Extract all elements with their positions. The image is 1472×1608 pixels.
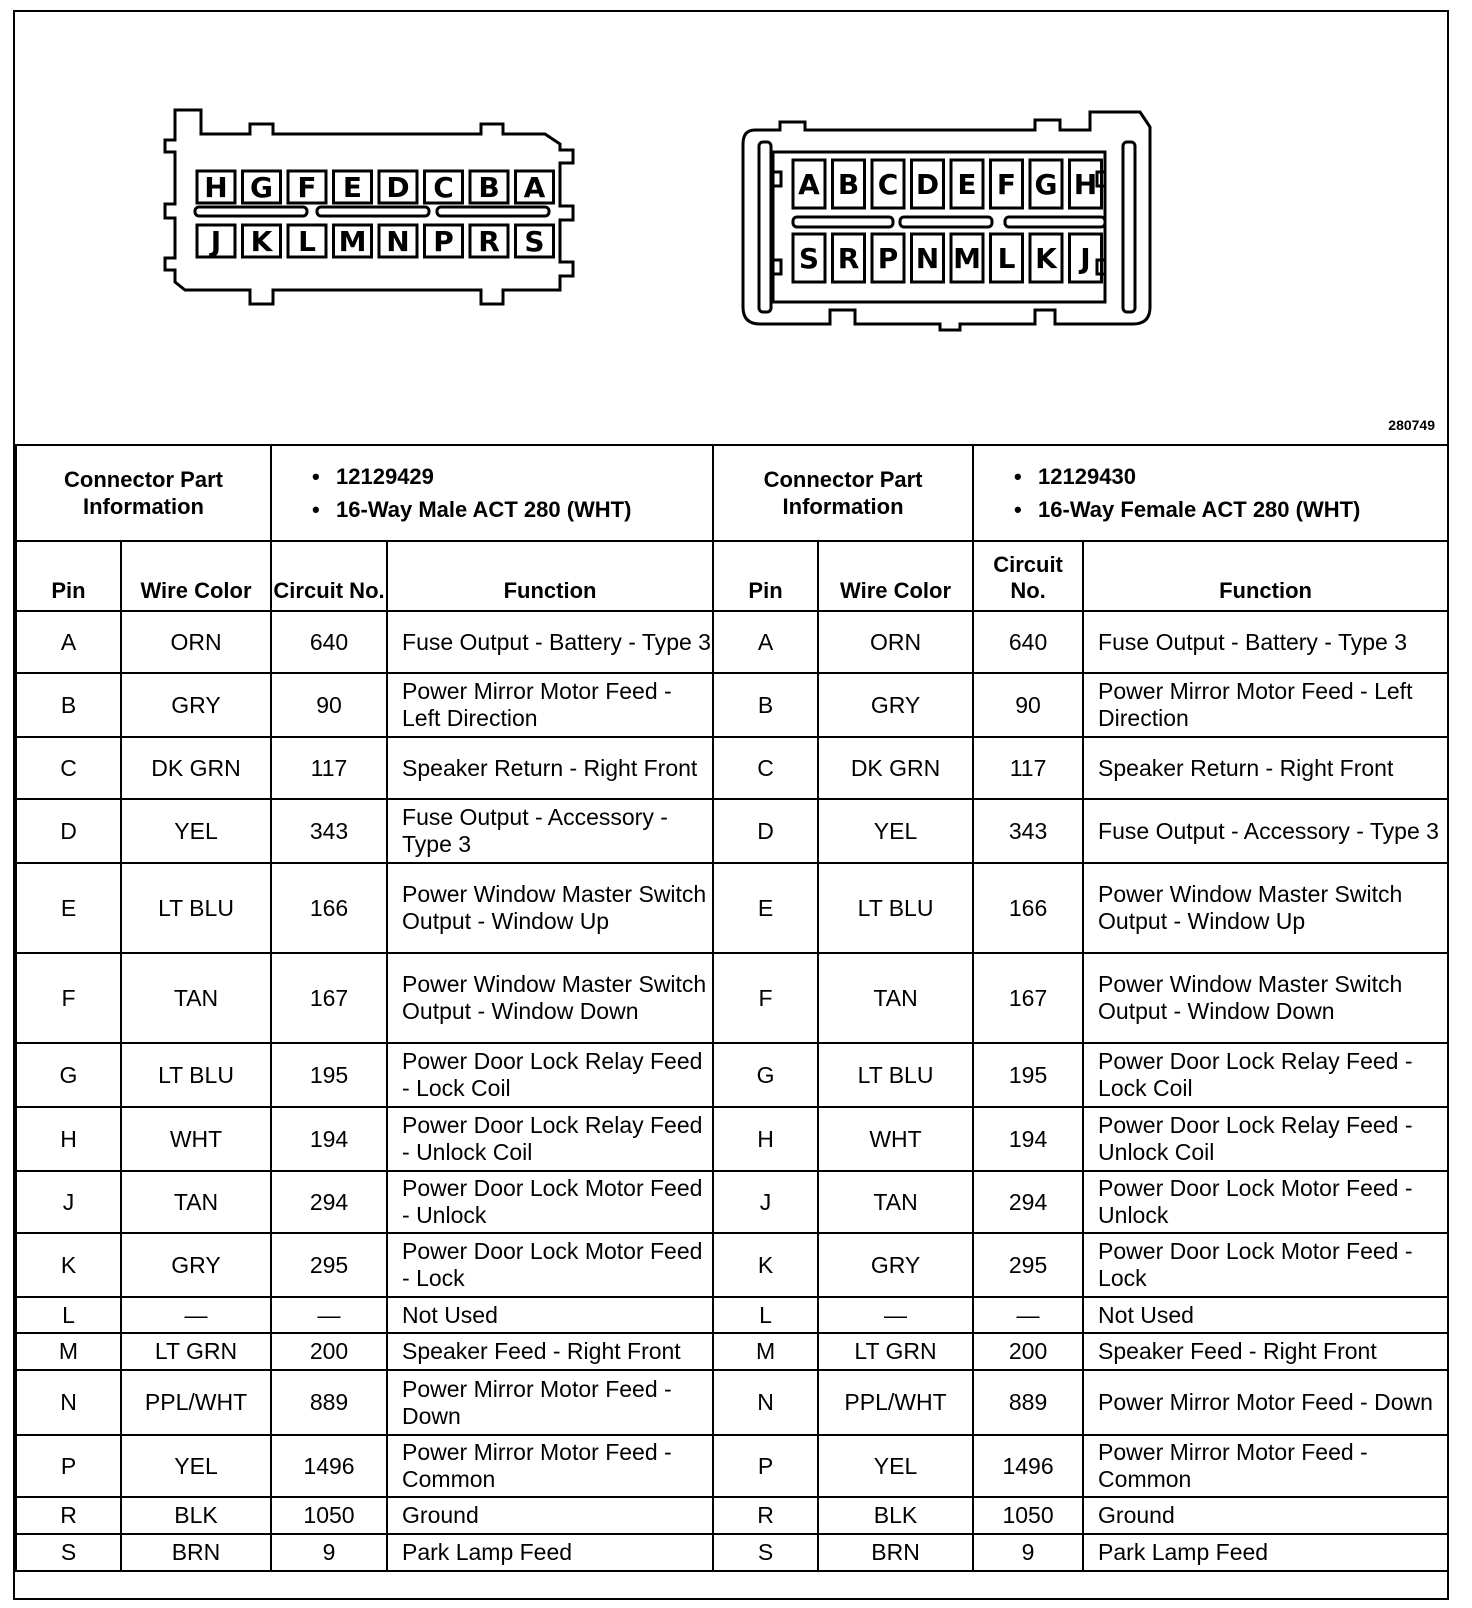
wire-color-cell: DK GRN xyxy=(121,737,271,799)
circuit-cell: 295 xyxy=(271,1233,387,1297)
pin-cell: L xyxy=(713,1297,818,1333)
function-cell: Power Mirror Motor Feed - Left Direction xyxy=(387,673,713,737)
circuit-cell: 343 xyxy=(271,799,387,863)
pin-letter: M xyxy=(953,242,981,275)
col-circuit: Circuit No. xyxy=(973,541,1083,611)
wire-color-cell: YEL xyxy=(818,799,973,863)
wire-color-cell: DK GRN xyxy=(818,737,973,799)
col-function: Function xyxy=(387,541,713,611)
circuit-cell: 200 xyxy=(271,1333,387,1370)
circuit-cell: — xyxy=(271,1297,387,1333)
function-cell: Park Lamp Feed xyxy=(1083,1534,1448,1571)
col-pin: Pin xyxy=(713,541,818,611)
pin-cell: S xyxy=(713,1534,818,1571)
function-cell: Power Window Master Switch Output - Window Down xyxy=(1083,953,1448,1043)
wire-color-cell: BRN xyxy=(818,1534,973,1571)
wire-color-cell: LT GRN xyxy=(121,1333,271,1370)
function-cell: Power Mirror Motor Feed - Down xyxy=(1083,1370,1448,1435)
pin-cell: G xyxy=(16,1043,121,1107)
function-cell: Power Door Lock Motor Feed - Unlock xyxy=(1083,1171,1448,1233)
pin-cell: B xyxy=(713,673,818,737)
circuit-cell: 9 xyxy=(973,1534,1083,1571)
figure-id: 280749 xyxy=(1388,417,1435,433)
circuit-cell: 167 xyxy=(973,953,1083,1043)
left-part-number: • 12129429 xyxy=(312,460,712,493)
female-pins-bottom xyxy=(793,234,1102,282)
wire-color-cell: ORN xyxy=(818,611,973,673)
pin-cell: F xyxy=(16,953,121,1043)
circuit-cell: 9 xyxy=(271,1534,387,1571)
pin-letter: P xyxy=(433,225,454,258)
pin-letter: C xyxy=(433,171,454,204)
circuit-cell: 889 xyxy=(973,1370,1083,1435)
circuit-cell: 90 xyxy=(271,673,387,737)
circuit-cell: 1050 xyxy=(973,1497,1083,1534)
pin-letter: D xyxy=(386,171,410,204)
right-part-number: • 12129430 xyxy=(1014,460,1447,493)
pin-cell: N xyxy=(713,1370,818,1435)
circuit-cell: 295 xyxy=(973,1233,1083,1297)
circuit-cell: 640 xyxy=(271,611,387,673)
wire-color-cell: GRY xyxy=(818,673,973,737)
pin-cell: M xyxy=(713,1333,818,1370)
wire-color-cell: — xyxy=(818,1297,973,1333)
pin-letter: H xyxy=(1073,168,1098,201)
pin-cell: R xyxy=(16,1497,121,1534)
function-cell: Fuse Output - Accessory - Type 3 xyxy=(387,799,713,863)
function-cell: Power Door Lock Motor Feed - Lock xyxy=(387,1233,713,1297)
wire-color-cell: WHT xyxy=(121,1107,271,1171)
wire-color-cell: LT BLU xyxy=(818,863,973,953)
pin-letter: P xyxy=(877,242,899,275)
wire-color-cell: GRY xyxy=(121,673,271,737)
wire-color-cell: YEL xyxy=(121,799,271,863)
function-cell: Ground xyxy=(1083,1497,1448,1534)
function-cell: Power Mirror Motor Feed - Left Direction xyxy=(1083,673,1448,737)
pin-cell: E xyxy=(713,863,818,953)
pin-letter: S xyxy=(798,242,820,275)
function-cell: Park Lamp Feed xyxy=(387,1534,713,1571)
table-row xyxy=(16,1233,1448,1297)
circuit-cell: 194 xyxy=(271,1107,387,1171)
circuit-cell: 294 xyxy=(973,1171,1083,1233)
pin-letter: A xyxy=(523,171,546,204)
function-cell: Not Used xyxy=(1083,1297,1448,1333)
pin-letter: K xyxy=(1035,242,1057,275)
col-function: Function xyxy=(1083,541,1448,611)
wire-color-cell: BLK xyxy=(121,1497,271,1534)
pin-letter: B xyxy=(478,171,500,204)
pin-letter: F xyxy=(297,171,317,204)
pin-cell: H xyxy=(16,1107,121,1171)
left-part-info xyxy=(271,445,713,541)
function-cell: Speaker Return - Right Front xyxy=(387,737,713,799)
pin-letter: J xyxy=(210,225,222,258)
wire-color-cell: LT GRN xyxy=(818,1333,973,1370)
circuit-cell: 117 xyxy=(271,737,387,799)
wire-color-cell: GRY xyxy=(818,1233,973,1297)
pin-cell: S xyxy=(16,1534,121,1571)
pin-letter: M xyxy=(338,225,367,258)
circuit-cell: 195 xyxy=(973,1043,1083,1107)
circuit-cell: 343 xyxy=(973,799,1083,863)
pin-cell: D xyxy=(16,799,121,863)
pin-letter: H xyxy=(204,171,228,204)
table-row xyxy=(16,863,1448,953)
pin-letter: K xyxy=(250,225,273,258)
circuit-cell: 195 xyxy=(271,1043,387,1107)
connector-table xyxy=(15,444,1449,1572)
pin-letter: L xyxy=(298,225,316,258)
function-cell: Speaker Feed - Right Front xyxy=(387,1333,713,1370)
pin-cell: J xyxy=(713,1171,818,1233)
wire-color-cell: WHT xyxy=(818,1107,973,1171)
column-header-row xyxy=(16,541,1448,611)
pin-letter: A xyxy=(798,168,820,201)
pin-cell: A xyxy=(713,611,818,673)
male-pins-bottom xyxy=(197,225,554,258)
pin-letter: D xyxy=(915,168,940,201)
wire-color-cell: TAN xyxy=(818,953,973,1043)
pin-cell: B xyxy=(16,673,121,737)
wire-color-cell: BRN xyxy=(121,1534,271,1571)
pin-cell: R xyxy=(713,1497,818,1534)
function-cell: Fuse Output - Battery - Type 3 xyxy=(1083,611,1448,673)
pin-letter: G xyxy=(250,171,273,204)
function-cell: Power Door Lock Relay Feed - Lock Coil xyxy=(1083,1043,1448,1107)
female-pins-top xyxy=(793,160,1102,208)
table-row xyxy=(16,1435,1448,1497)
pin-cell: F xyxy=(713,953,818,1043)
function-cell: Speaker Return - Right Front xyxy=(1083,737,1448,799)
table-row xyxy=(16,1333,1448,1370)
function-cell: Power Window Master Switch Output - Window Up xyxy=(1083,863,1448,953)
pin-letter: L xyxy=(997,242,1016,275)
wire-color-cell: TAN xyxy=(818,1171,973,1233)
pin-cell: L xyxy=(16,1297,121,1333)
wire-color-cell: LT BLU xyxy=(818,1043,973,1107)
connector-part-row xyxy=(16,445,1448,541)
function-cell: Fuse Output - Accessory - Type 3 xyxy=(1083,799,1448,863)
wire-color-cell: LT BLU xyxy=(121,1043,271,1107)
table-row xyxy=(16,1297,1448,1333)
function-cell: Power Door Lock Relay Feed - Unlock Coil xyxy=(387,1107,713,1171)
left-part-label: Connector Part Information xyxy=(16,445,271,541)
table-row xyxy=(16,1107,1448,1171)
circuit-cell: 166 xyxy=(271,863,387,953)
table-row xyxy=(16,1043,1448,1107)
right-part-label: Connector Part Information xyxy=(713,445,973,541)
pin-letter: R xyxy=(478,225,500,258)
pin-cell: G xyxy=(713,1043,818,1107)
pin-letter: B xyxy=(837,168,860,201)
pin-letter: N xyxy=(915,242,940,275)
pin-cell: H xyxy=(713,1107,818,1171)
wire-color-cell: YEL xyxy=(121,1435,271,1497)
function-cell: Speaker Feed - Right Front xyxy=(1083,1333,1448,1370)
circuit-cell: 200 xyxy=(973,1333,1083,1370)
right-part-desc: • 16-Way Female ACT 280 (WHT) xyxy=(1014,493,1447,526)
wire-color-cell: PPL/WHT xyxy=(121,1370,271,1435)
wire-color-cell: LT BLU xyxy=(121,863,271,953)
connector-drawings xyxy=(15,12,1447,444)
pin-letter: N xyxy=(386,225,410,258)
table-row xyxy=(16,953,1448,1043)
circuit-cell: 90 xyxy=(973,673,1083,737)
pin-cell: K xyxy=(16,1233,121,1297)
pin-cell: A xyxy=(16,611,121,673)
col-wire-color: Wire Color xyxy=(818,541,973,611)
col-circuit: Circuit No. xyxy=(271,541,387,611)
function-cell: Ground xyxy=(387,1497,713,1534)
wire-color-cell: GRY xyxy=(121,1233,271,1297)
pin-cell: M xyxy=(16,1333,121,1370)
diagram-frame xyxy=(13,10,1449,1600)
circuit-cell: 166 xyxy=(973,863,1083,953)
function-cell: Power Door Lock Motor Feed - Unlock xyxy=(387,1171,713,1233)
pin-letter: E xyxy=(957,168,977,201)
function-cell: Power Door Lock Motor Feed - Lock xyxy=(1083,1233,1448,1297)
pin-cell: P xyxy=(713,1435,818,1497)
circuit-cell: 194 xyxy=(973,1107,1083,1171)
function-cell: Power Door Lock Relay Feed - Lock Coil xyxy=(387,1043,713,1107)
table-row xyxy=(16,737,1448,799)
function-cell: Power Window Master Switch Output - Window Down xyxy=(387,953,713,1043)
pin-cell: K xyxy=(713,1233,818,1297)
table-row xyxy=(16,611,1448,673)
male-connector xyxy=(165,110,573,304)
pin-cell: P xyxy=(16,1435,121,1497)
function-cell: Power Mirror Motor Feed - Common xyxy=(1083,1435,1448,1497)
pin-letter: C xyxy=(877,168,899,201)
pin-letter: J xyxy=(1080,242,1091,275)
table-row xyxy=(16,1171,1448,1233)
wire-color-cell: PPL/WHT xyxy=(818,1370,973,1435)
circuit-cell: 167 xyxy=(271,953,387,1043)
function-cell: Power Mirror Motor Feed - Down xyxy=(387,1370,713,1435)
circuit-cell: — xyxy=(973,1297,1083,1333)
col-wire-color: Wire Color xyxy=(121,541,271,611)
right-part-info xyxy=(973,445,1448,541)
circuit-cell: 1496 xyxy=(973,1435,1083,1497)
wire-color-cell: — xyxy=(121,1297,271,1333)
function-cell: Power Mirror Motor Feed - Common xyxy=(387,1435,713,1497)
pin-rows xyxy=(16,611,1448,1571)
table-row xyxy=(16,1370,1448,1435)
circuit-cell: 294 xyxy=(271,1171,387,1233)
function-cell: Not Used xyxy=(387,1297,713,1333)
wire-color-cell: TAN xyxy=(121,953,271,1043)
pin-letter: G xyxy=(1034,168,1058,201)
pin-letter: E xyxy=(342,171,363,204)
pin-letter: R xyxy=(837,242,860,275)
wire-color-cell: YEL xyxy=(818,1435,973,1497)
pin-cell: N xyxy=(16,1370,121,1435)
pin-letter: S xyxy=(524,225,545,258)
left-part-desc: • 16-Way Male ACT 280 (WHT) xyxy=(312,493,712,526)
wire-color-cell: ORN xyxy=(121,611,271,673)
col-pin: Pin xyxy=(16,541,121,611)
pin-cell: C xyxy=(16,737,121,799)
pin-letter: F xyxy=(996,168,1017,201)
circuit-cell: 1496 xyxy=(271,1435,387,1497)
table-row xyxy=(16,1534,1448,1571)
circuit-cell: 889 xyxy=(271,1370,387,1435)
pin-cell: E xyxy=(16,863,121,953)
circuit-cell: 1050 xyxy=(271,1497,387,1534)
wire-color-cell: BLK xyxy=(818,1497,973,1534)
connector-figure xyxy=(15,12,1447,444)
function-cell: Fuse Output - Battery - Type 3 xyxy=(387,611,713,673)
table-row xyxy=(16,1497,1448,1534)
male-pins-top xyxy=(197,171,554,204)
function-cell: Power Door Lock Relay Feed - Unlock Coil xyxy=(1083,1107,1448,1171)
circuit-cell: 117 xyxy=(973,737,1083,799)
wire-color-cell: TAN xyxy=(121,1171,271,1233)
female-connector xyxy=(743,112,1150,330)
table-row xyxy=(16,799,1448,863)
pin-cell: D xyxy=(713,799,818,863)
table-row xyxy=(16,673,1448,737)
circuit-cell: 640 xyxy=(973,611,1083,673)
function-cell: Power Window Master Switch Output - Window Up xyxy=(387,863,713,953)
pin-cell: C xyxy=(713,737,818,799)
pin-cell: J xyxy=(16,1171,121,1233)
